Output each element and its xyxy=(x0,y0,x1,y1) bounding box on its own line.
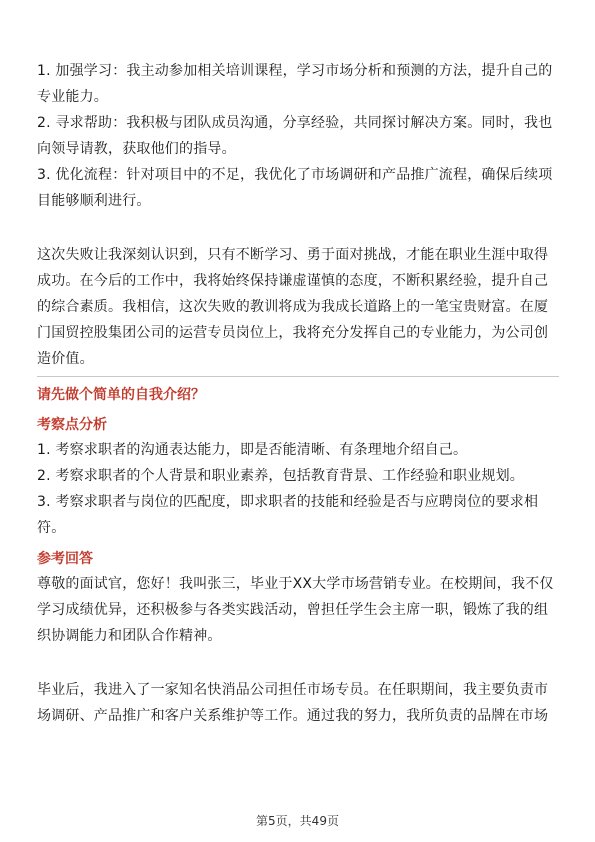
analysis-heading: 考察点分析 xyxy=(37,417,107,433)
list-item: 2. 寻求帮助：我积极与团队成员沟通，分享经验，共同探讨解决方案。同时，我也向领导请教，获取他们的指导。 xyxy=(37,115,553,157)
list-item: 1. 加强学习：我主动参加相关培训课程，学习市场分析和预测的方法，提升自己的专业能力。 xyxy=(37,63,553,105)
list-item: 3. 优化流程：针对项目中的不足，我优化了市场调研和产品推广流程，确保后续项目能够顺利进行。 xyxy=(37,167,553,209)
spacer xyxy=(37,214,559,242)
list-item: 3. 考察求职者与岗位的匹配度，即求职者的技能和经验是否与应聘岗位的要求相符。 xyxy=(37,494,539,536)
conclusion-paragraph: 这次失败让我深刻认识到，只有不断学习、勇于面对挑战，才能在职业生涯中取得成功。在今后的工作中，我将始终保持谦虚谨慎的态度，不断积累经验，提升自己的综合素质。我相信，这次失败的教训将成为我成长道路上的一笔宝贵财富。在厦门国贸控股集团公司的运营专员岗位上，我将充分发挥自己的专业能力，为公司创造价值。 xyxy=(37,247,549,367)
answer-paragraph: 毕业后，我进入了一家知名快消品公司担任市场专员。在任职期间，我主要负责市场调研、产品推广和客户关系维护等工作。通过我的努力，我所负责的品牌在市场 xyxy=(37,682,549,724)
answer-paragraph: 尊敬的面试官，您好！我叫张三，毕业于XX大学市场营销专业。在校期间，我不仅学习成绩优异，还积极参与各类实践活动，曾担任学生会主席一职，锻炼了我的组织协调能力和团队合作精神。 xyxy=(37,576,554,644)
list-item: 2. 考察求职者的个人背景和职业素养，包括教育背景、工作经验和职业规划。 xyxy=(37,468,525,484)
document-page xyxy=(37,58,559,729)
list-item: 1. 考察求职者的沟通表达能力，即是否能清晰、有条理地介绍自己。 xyxy=(37,442,468,458)
answer-heading: 参考回答 xyxy=(37,551,93,567)
section-divider xyxy=(37,376,559,377)
spacer xyxy=(37,649,559,677)
page-footer: 第5页，共49页 xyxy=(256,814,339,828)
interview-question: 请先做个简单的自我介绍？ xyxy=(37,387,205,403)
